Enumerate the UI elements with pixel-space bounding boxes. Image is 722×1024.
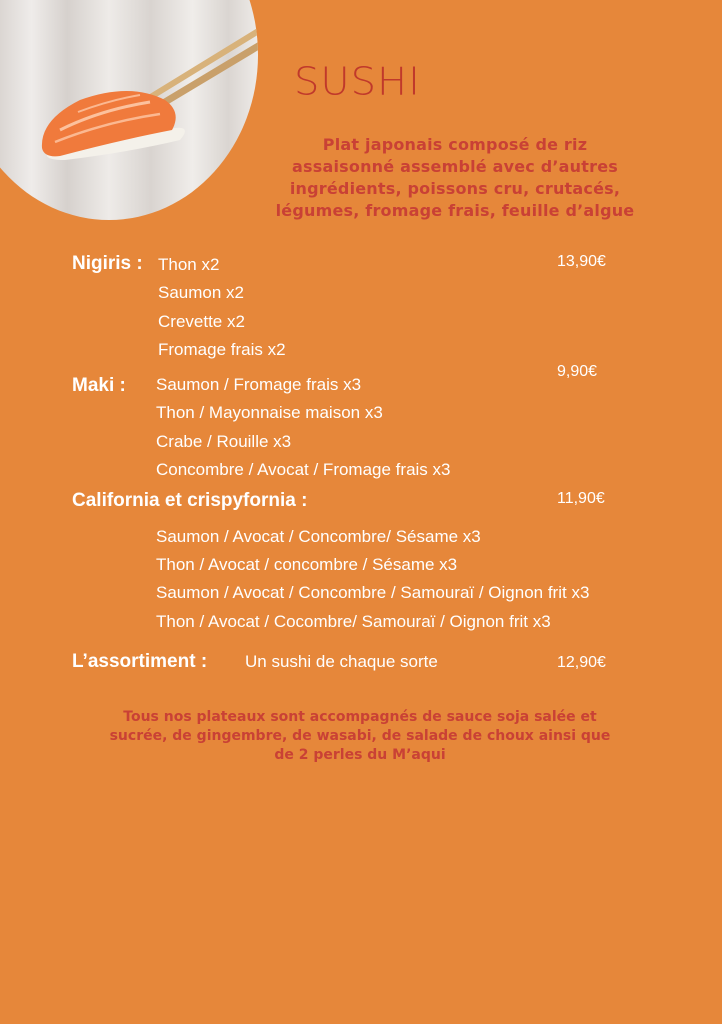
menu-item: Thon x2 xyxy=(158,255,220,274)
section-label: California et crispyfornia : xyxy=(72,490,308,511)
footer-note-line: sucrée, de gingembre, de wasabi, de salade de choux ainsi que xyxy=(109,728,611,744)
page-title: SUSHI xyxy=(294,60,421,104)
footer-note-line: Tous nos plateaux sont accompagnés de sauce soja salée et xyxy=(123,709,597,725)
price: 13,90€ xyxy=(557,253,606,270)
sushi-photo xyxy=(0,0,258,220)
section-label: L’assortiment : xyxy=(72,651,208,672)
menu-item: Thon / Mayonnaise maison x3 xyxy=(156,403,383,422)
menu-item: Saumon / Avocat / Concombre / Samouraï / Oignon frit x3 xyxy=(156,583,590,602)
menu-item: Concombre / Avocat / Fromage frais x3 xyxy=(156,460,451,479)
price: 11,90€ xyxy=(557,490,605,507)
menu-item: Saumon / Fromage frais x3 xyxy=(156,375,362,394)
description-line: légumes, fromage frais, feuille d’algue xyxy=(275,201,635,220)
price: 9,90€ xyxy=(557,363,598,380)
description-line: Plat japonais composé de riz xyxy=(322,135,588,154)
menu-item: Saumon x2 xyxy=(158,283,244,302)
section-label: Maki : xyxy=(72,375,126,396)
footer-note xyxy=(60,708,660,765)
description xyxy=(250,134,660,222)
section-label: Nigiris : xyxy=(72,253,143,274)
description-line: assaisonné assemblé avec d’autres xyxy=(292,157,618,176)
menu-item: Fromage frais x2 xyxy=(158,340,286,359)
menu-item: Thon / Avocat / concombre / Sésame x3 xyxy=(156,555,458,574)
description-line: ingrédients, poissons cru, crutacés, xyxy=(289,179,621,198)
footer-note-line: de 2 perles du M’aqui xyxy=(274,747,446,763)
menu-item: Un sushi de chaque sorte xyxy=(245,652,438,671)
price: 12,90€ xyxy=(557,654,606,671)
menu-item: Thon / Avocat / Cocombre/ Samouraï / Oignon frit x3 xyxy=(156,612,551,631)
menu-item: Crabe / Rouille x3 xyxy=(156,432,292,451)
menu-item: Saumon / Avocat / Concombre/ Sésame x3 xyxy=(156,527,481,546)
nigiri-illustration xyxy=(0,0,258,220)
menu-item: Crevette x2 xyxy=(158,312,245,331)
